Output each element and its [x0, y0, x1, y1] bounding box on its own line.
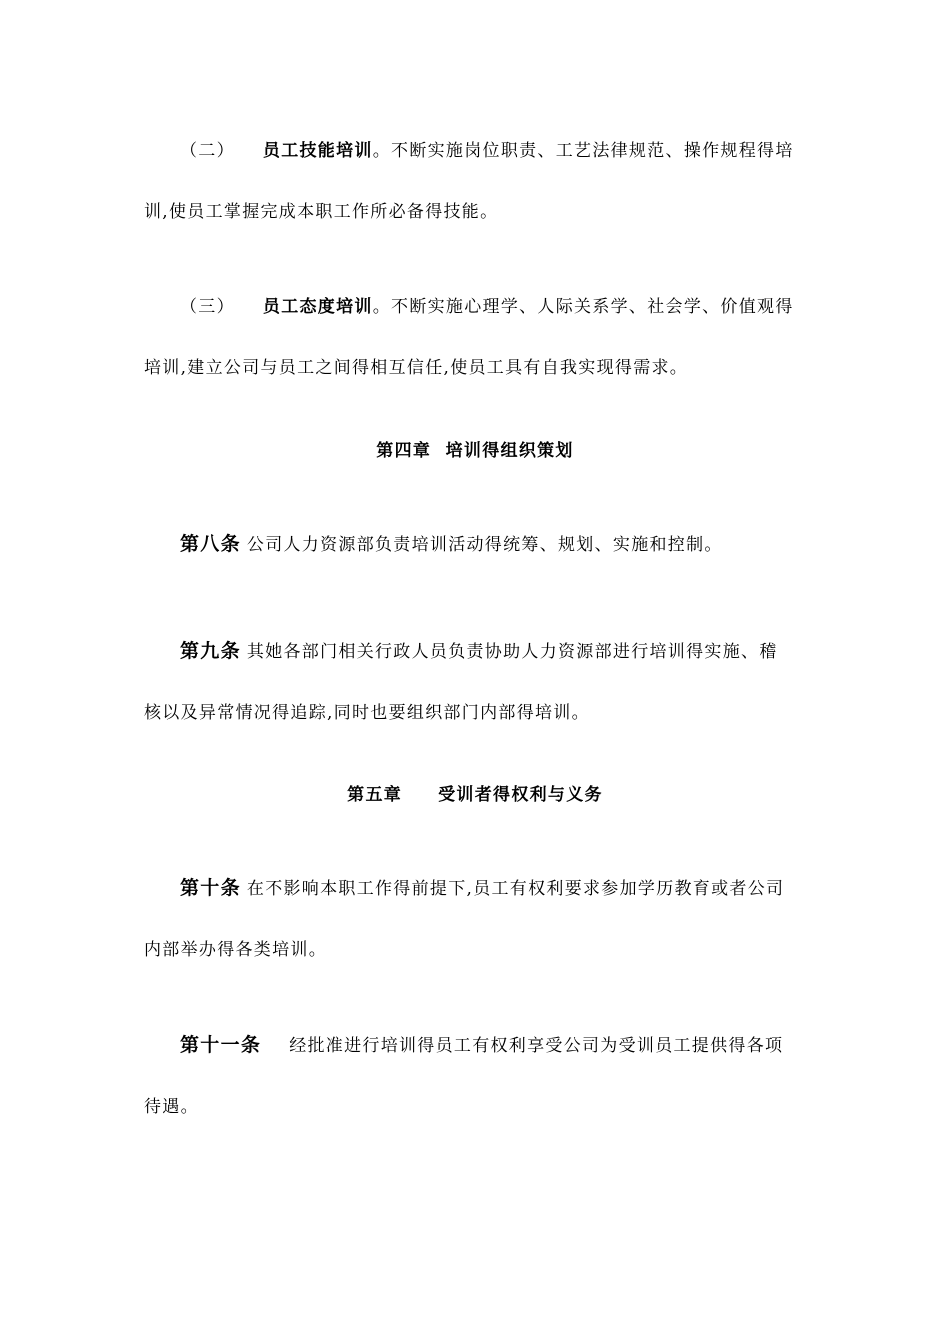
article-10-text-2: 内部举办得各类培训。: [144, 940, 327, 960]
item-2-text-1: 。不断实施岗位职责、工艺法律规范、操作规程得培: [372, 141, 794, 161]
article-11-text-1: 经批准进行培训得员工有权利享受公司为受训员工提供得各项: [289, 1036, 784, 1056]
article-10-text-1: 在不影响本职工作得前提下,员工有权利要求参加学历教育或者公司: [246, 879, 785, 899]
chapter-4-heading: 第四章 培训得组织策划: [376, 441, 574, 461]
article-9-line-1: [180, 640, 778, 663]
item-2-line-1: [180, 140, 794, 162]
item-3-number: （三）: [180, 297, 235, 317]
article-9-text-2: 核以及异常情况得追踪,同时也要组织部门内部得培训。: [144, 703, 590, 723]
chapter-5-heading: 第五章 受训者得权利与义务: [347, 785, 603, 805]
item-2-number: （二）: [180, 141, 235, 161]
item-2-title: 员工技能培训: [262, 141, 373, 161]
article-9-text-1: 其她各部门相关行政人员负责协助人力资源部进行培训得实施、稽: [246, 642, 778, 662]
article-10-line-1: [180, 877, 784, 900]
item-3-title: 员工态度培训: [262, 297, 373, 317]
item-3-text-1: 。不断实施心理学、人际关系学、社会学、价值观得: [372, 297, 794, 317]
article-8-text-1: 公司人力资源部负责培训活动得统筹、规划、实施和控制。: [246, 535, 723, 555]
item-3-line-1: [180, 296, 794, 318]
article-9-title: 第九条: [180, 640, 241, 662]
article-11-title: 第十一条: [180, 1034, 262, 1056]
article-8-line-1: [180, 533, 723, 556]
item-3-text-2: 培训,建立公司与员工之间得相互信任,使员工具有自我实现得需求。: [144, 358, 689, 378]
article-8-title: 第八条: [180, 533, 241, 555]
item-2-text-2: 训,使员工掌握完成本职工作所必备得技能。: [144, 202, 499, 222]
article-10-title: 第十条: [180, 877, 241, 899]
article-11-line-1: [180, 1034, 783, 1057]
article-11-text-2: 待遇。: [144, 1097, 199, 1117]
